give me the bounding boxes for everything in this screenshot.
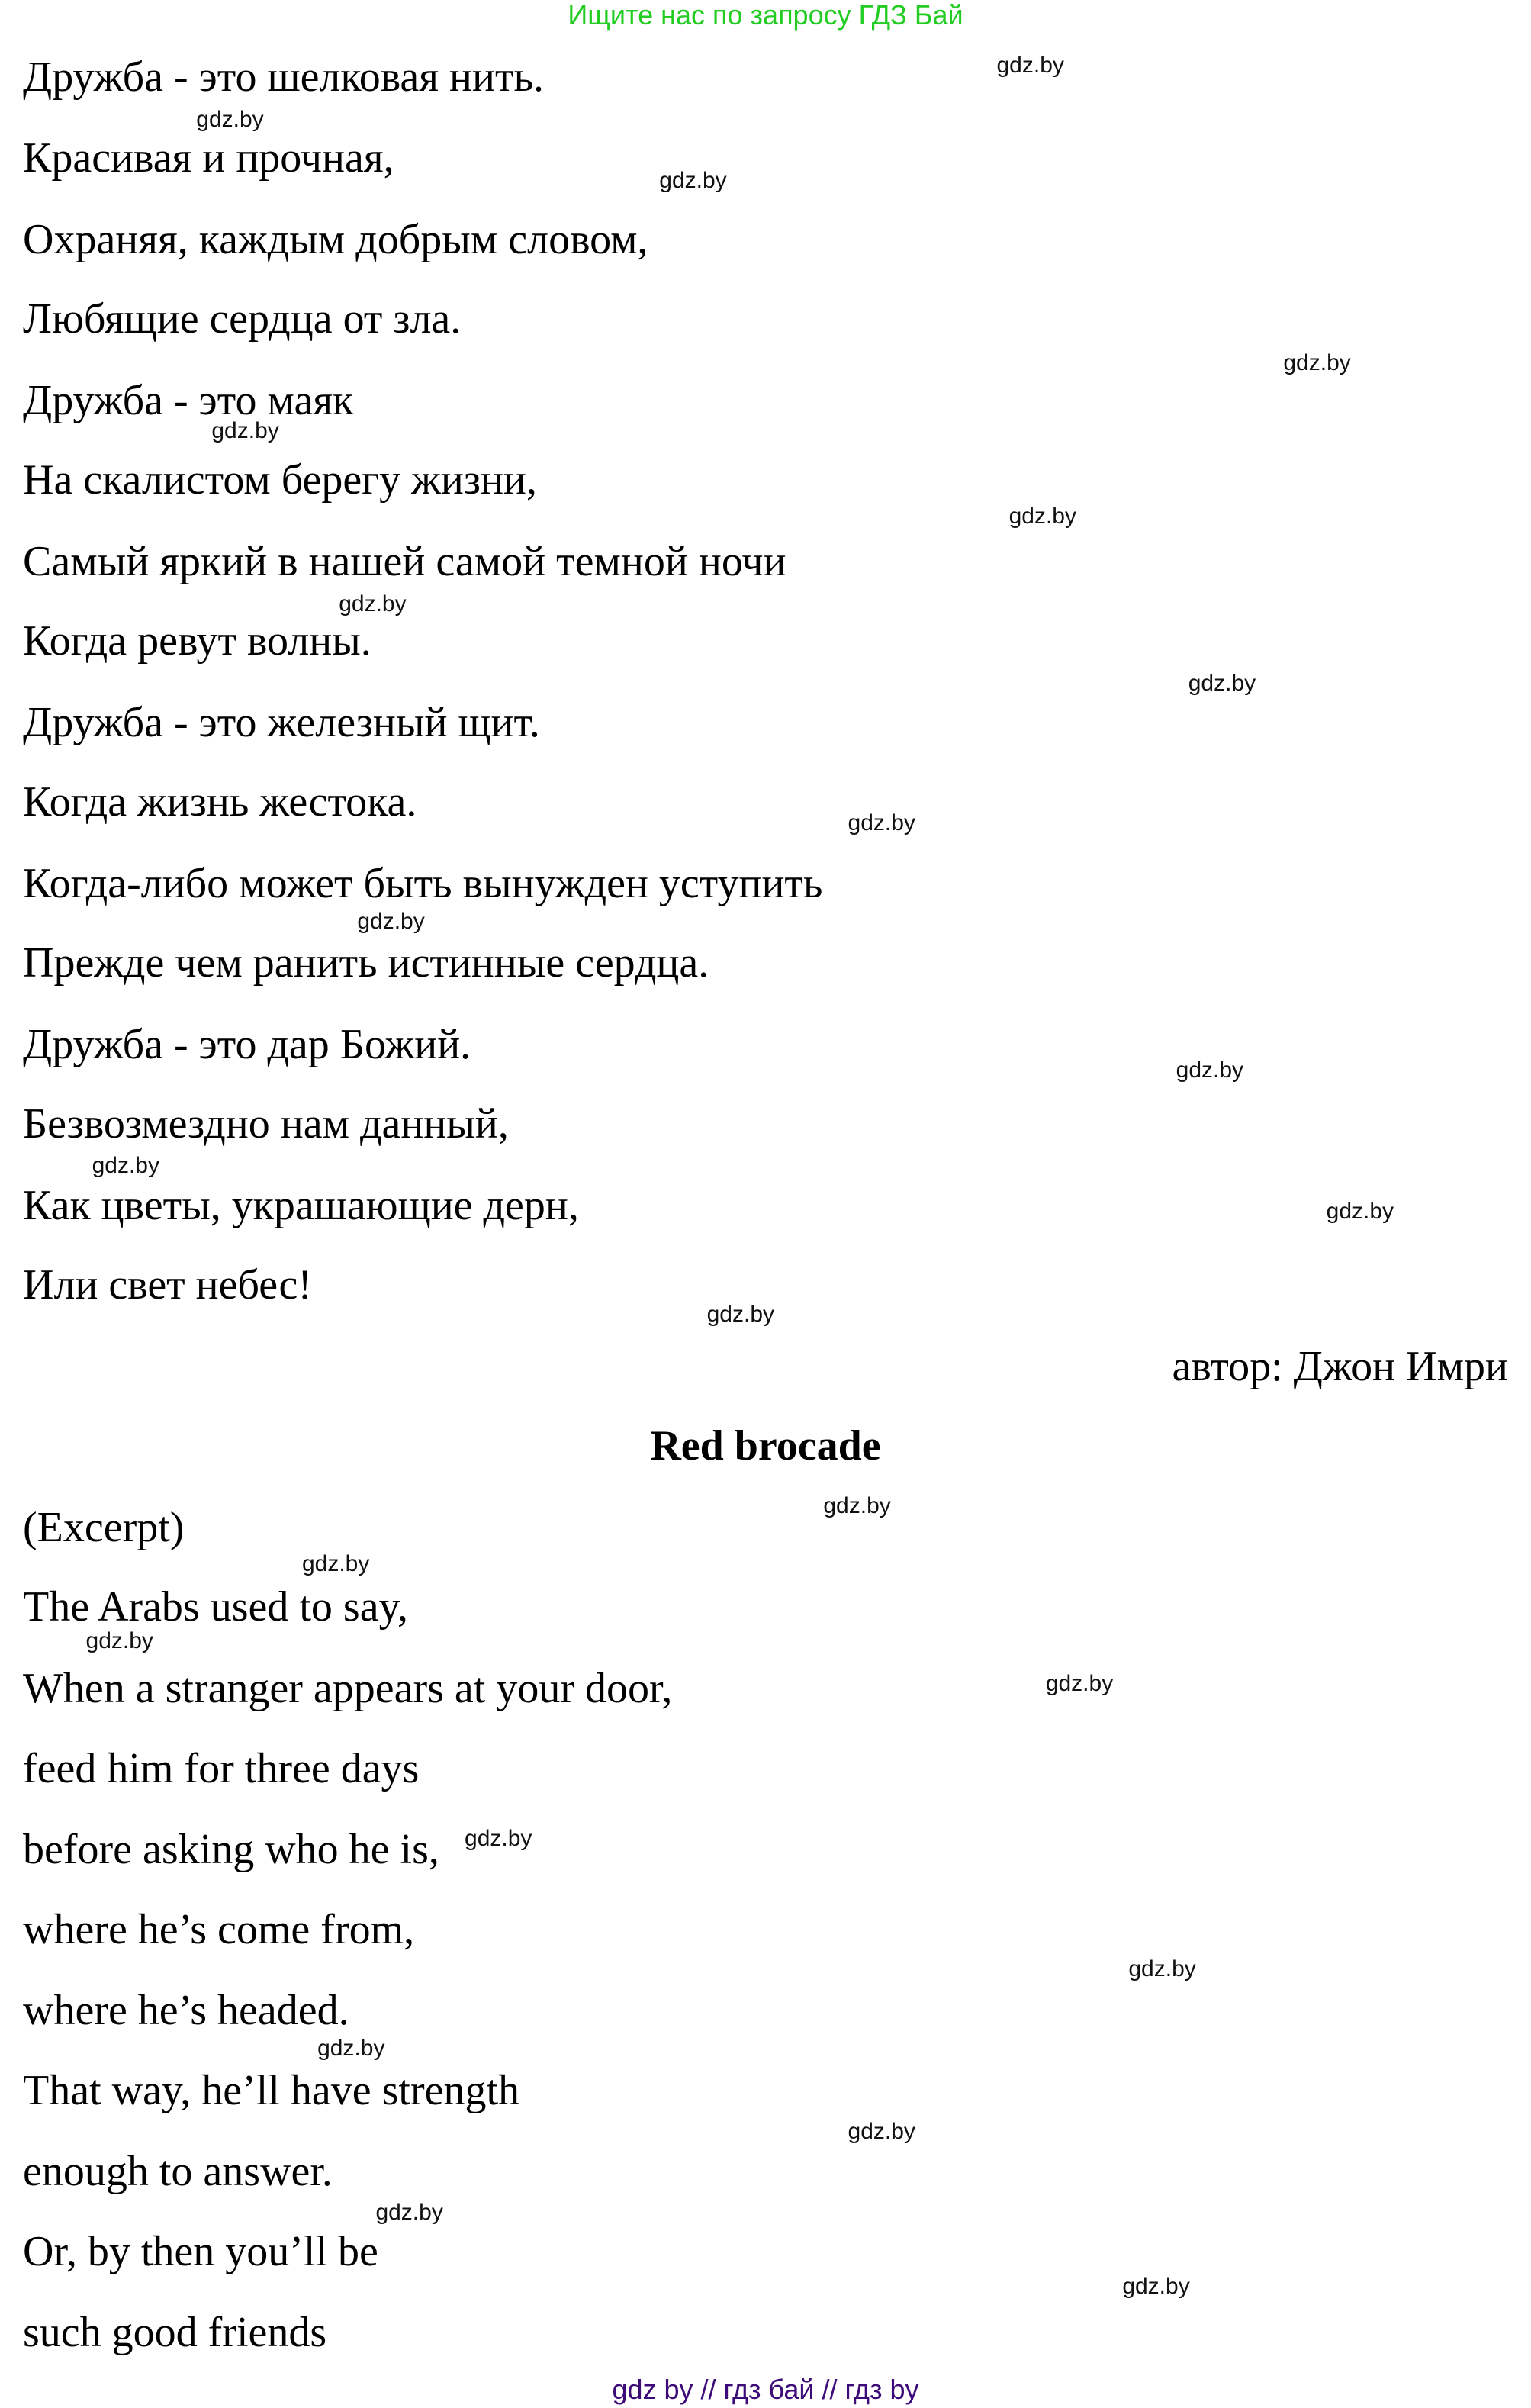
poem-line: Безвозмездно нам данный,: [23, 1100, 509, 1148]
poem-line: Прежде чем ранить истинные сердца.: [23, 939, 709, 987]
watermark: gdz.by: [706, 1301, 774, 1327]
poem-line: where he’s come from,: [23, 1905, 415, 1953]
poem-line: The Arabs used to say,: [23, 1583, 408, 1631]
poem-line: where he’s headed.: [23, 1987, 349, 2035]
watermark: gdz.by: [339, 591, 407, 616]
poem-line: Или свет небес!: [23, 1261, 312, 1309]
poem-line: Охраняя, каждым добрым словом,: [23, 215, 648, 263]
watermark: gdz.by: [823, 1492, 891, 1518]
watermark: gdz.by: [1176, 1057, 1244, 1083]
watermark: gdz.by: [996, 53, 1064, 79]
watermark: gdz.by: [92, 1152, 159, 1178]
poem-line: enough to answer.: [23, 2148, 333, 2196]
poem-line: That way, he’ll have strength: [23, 2066, 520, 2114]
poem-line: Когда ревут волны.: [23, 617, 371, 665]
watermark: gdz.by: [85, 1627, 153, 1653]
poem-line: Любящие сердца от зла.: [23, 295, 462, 343]
poem-line: such good friends: [23, 2309, 327, 2357]
poem-line: Когда-либо может быть вынужден уступить: [23, 859, 823, 907]
watermark: gdz.by: [1045, 1670, 1114, 1696]
poem-line: На скалистом берегу жизни,: [23, 456, 537, 504]
footer-links: gdz by // гдз бай // гдз by: [612, 2374, 919, 2405]
poem-line: Самый яркий в нашей самой темной ночи: [23, 537, 786, 585]
watermark: gdz.by: [1128, 1956, 1196, 1981]
poem-line: When a stranger appears at your door,: [23, 1665, 673, 1712]
watermark: gdz.by: [659, 168, 727, 194]
poem-line: Дружба - это маяк: [23, 376, 354, 424]
poem-subtitle: (Excerpt): [23, 1503, 185, 1551]
poem-line: Дружба - это дар Божий.: [23, 1020, 471, 1068]
watermark: gdz.by: [375, 2200, 443, 2226]
poem-line: Or, by then you’ll be: [23, 2227, 378, 2275]
watermark: gdz.by: [848, 2118, 915, 2144]
watermark: gdz.by: [1326, 1198, 1394, 1224]
watermark: gdz.by: [1283, 350, 1351, 376]
watermark: gdz.by: [317, 2036, 385, 2062]
poem-line: Дружба - это железный щит.: [23, 698, 540, 746]
author-credit: автор: Джон Имри: [1172, 1342, 1508, 1390]
watermark: gdz.by: [211, 417, 279, 443]
watermark: gdz.by: [196, 106, 264, 132]
poem-line: Дружба - это шелковая нить.: [23, 53, 544, 101]
poem-title: Red brocade: [650, 1422, 881, 1470]
watermark: gdz.by: [848, 810, 915, 836]
search-hint-banner: Ищите нас по запросу ГДЗ Бай: [568, 0, 963, 31]
watermark: gdz.by: [301, 1551, 370, 1577]
poem-line: Как цветы, украшающие дерн,: [23, 1181, 579, 1229]
watermark: gdz.by: [465, 1825, 532, 1851]
watermark: gdz.by: [1188, 671, 1256, 697]
watermark: gdz.by: [1008, 504, 1076, 530]
poem-line: Когда жизнь жестока.: [23, 778, 417, 826]
poem-line: before asking who he is,: [23, 1826, 439, 1874]
poem-line: Красивая и прочная,: [23, 134, 394, 182]
poem-line: feed him for three days: [23, 1744, 420, 1792]
watermark: gdz.by: [1122, 2273, 1190, 2299]
watermark: gdz.by: [357, 909, 425, 934]
